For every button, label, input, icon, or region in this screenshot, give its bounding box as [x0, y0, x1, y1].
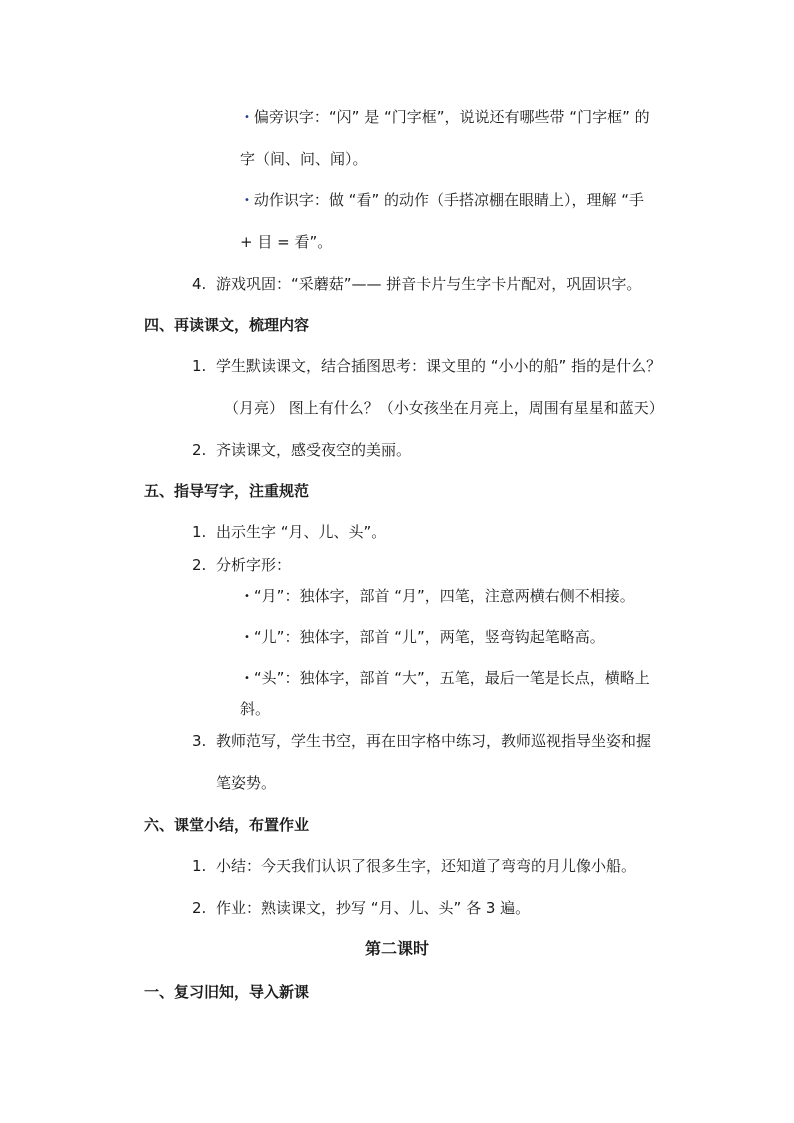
bullet-icon: •	[244, 195, 250, 206]
list-number: 2.	[192, 556, 207, 574]
list-text: 游戏巩固：“采蘑菇”—— 拼音卡片与生字卡片配对，巩固识字。	[216, 275, 642, 293]
list-text: 作业：熟读课文，抄写 “月、儿、头” 各 3 遍。	[216, 899, 531, 917]
bullet-item-tou	[244, 668, 650, 691]
section-heading-6: 六、课堂小结，布置作业	[144, 816, 310, 834]
section-title: 第二课时	[364, 939, 429, 958]
list-number: 4.	[192, 275, 207, 293]
bullet-item-radical	[244, 107, 650, 130]
list-number: 1.	[192, 857, 207, 875]
bullet-item-er	[244, 627, 605, 650]
list-text: 齐读课文，感受夜空的美丽。	[216, 441, 412, 459]
list-item-3	[192, 731, 651, 751]
bullet-icon: •	[244, 673, 250, 684]
continuation-text: + 目 = 看”。	[240, 233, 333, 251]
list-number: 1.	[192, 523, 207, 541]
list-text: 教师范写，学生书空，再在田字格中练习，教师巡视指导坐姿和握	[216, 732, 652, 750]
list-item-2	[192, 555, 291, 575]
list-text: 小结：今天我们认识了很多生字，还知道了弯弯的月儿像小船。	[216, 857, 637, 875]
list-number: 3.	[192, 732, 207, 750]
bullet-text: 偏旁识字：“闪” 是 “门字框”，说说还有哪些带 “门字框” 的	[253, 108, 650, 126]
bullet-text: “儿”：独体字，部首 “儿”，两笔，竖弯钩起笔略高。	[253, 628, 605, 646]
continuation-text: 字（间、问、闻）。	[240, 150, 368, 168]
bullet-text: “月”：独体字，部首 “月”，四笔，注意两横右侧不相接。	[253, 587, 635, 605]
list-number: 1.	[192, 357, 207, 375]
list-number: 2.	[192, 899, 207, 917]
section-heading-4: 四、再读课文，梳理内容	[144, 316, 310, 334]
continuation-text: （月亮） 图上有什么？（小女孩坐在月亮上，周围有星星和蓝天）	[224, 399, 664, 417]
bullet-text: 动作识字：做 “看” 的动作（手搭凉棚在眼睛上），理解 “手	[253, 191, 645, 209]
bullet-icon: •	[244, 591, 250, 602]
continuation-text: 斜。	[240, 700, 271, 718]
list-item-2	[192, 898, 530, 918]
list-item-1	[192, 356, 661, 376]
section-heading-1: 一、复习旧知，导入新课	[144, 983, 310, 1001]
list-item-4	[192, 274, 641, 294]
continuation-text: 笔姿势。	[216, 774, 277, 792]
list-text: 学生默读课文，结合插图思考：课文里的 “小小的船” 指的是什么？	[216, 357, 662, 375]
list-text: 分析字形：	[216, 556, 292, 574]
list-item-1	[192, 856, 636, 876]
list-number: 2.	[192, 441, 207, 459]
section-heading-5: 五、指导写字，注重规范	[144, 482, 310, 500]
list-item-1	[192, 522, 386, 542]
bullet-text: “头”：独体字，部首 “大”，五笔，最后一笔是长点，横略上	[253, 669, 650, 687]
bullet-icon: •	[244, 112, 250, 123]
list-item-2	[192, 440, 411, 460]
bullet-icon: •	[244, 632, 250, 643]
bullet-item-yue	[244, 586, 635, 609]
list-text: 出示生字 “月、儿、头”。	[216, 523, 387, 541]
bullet-item-action	[244, 190, 644, 213]
